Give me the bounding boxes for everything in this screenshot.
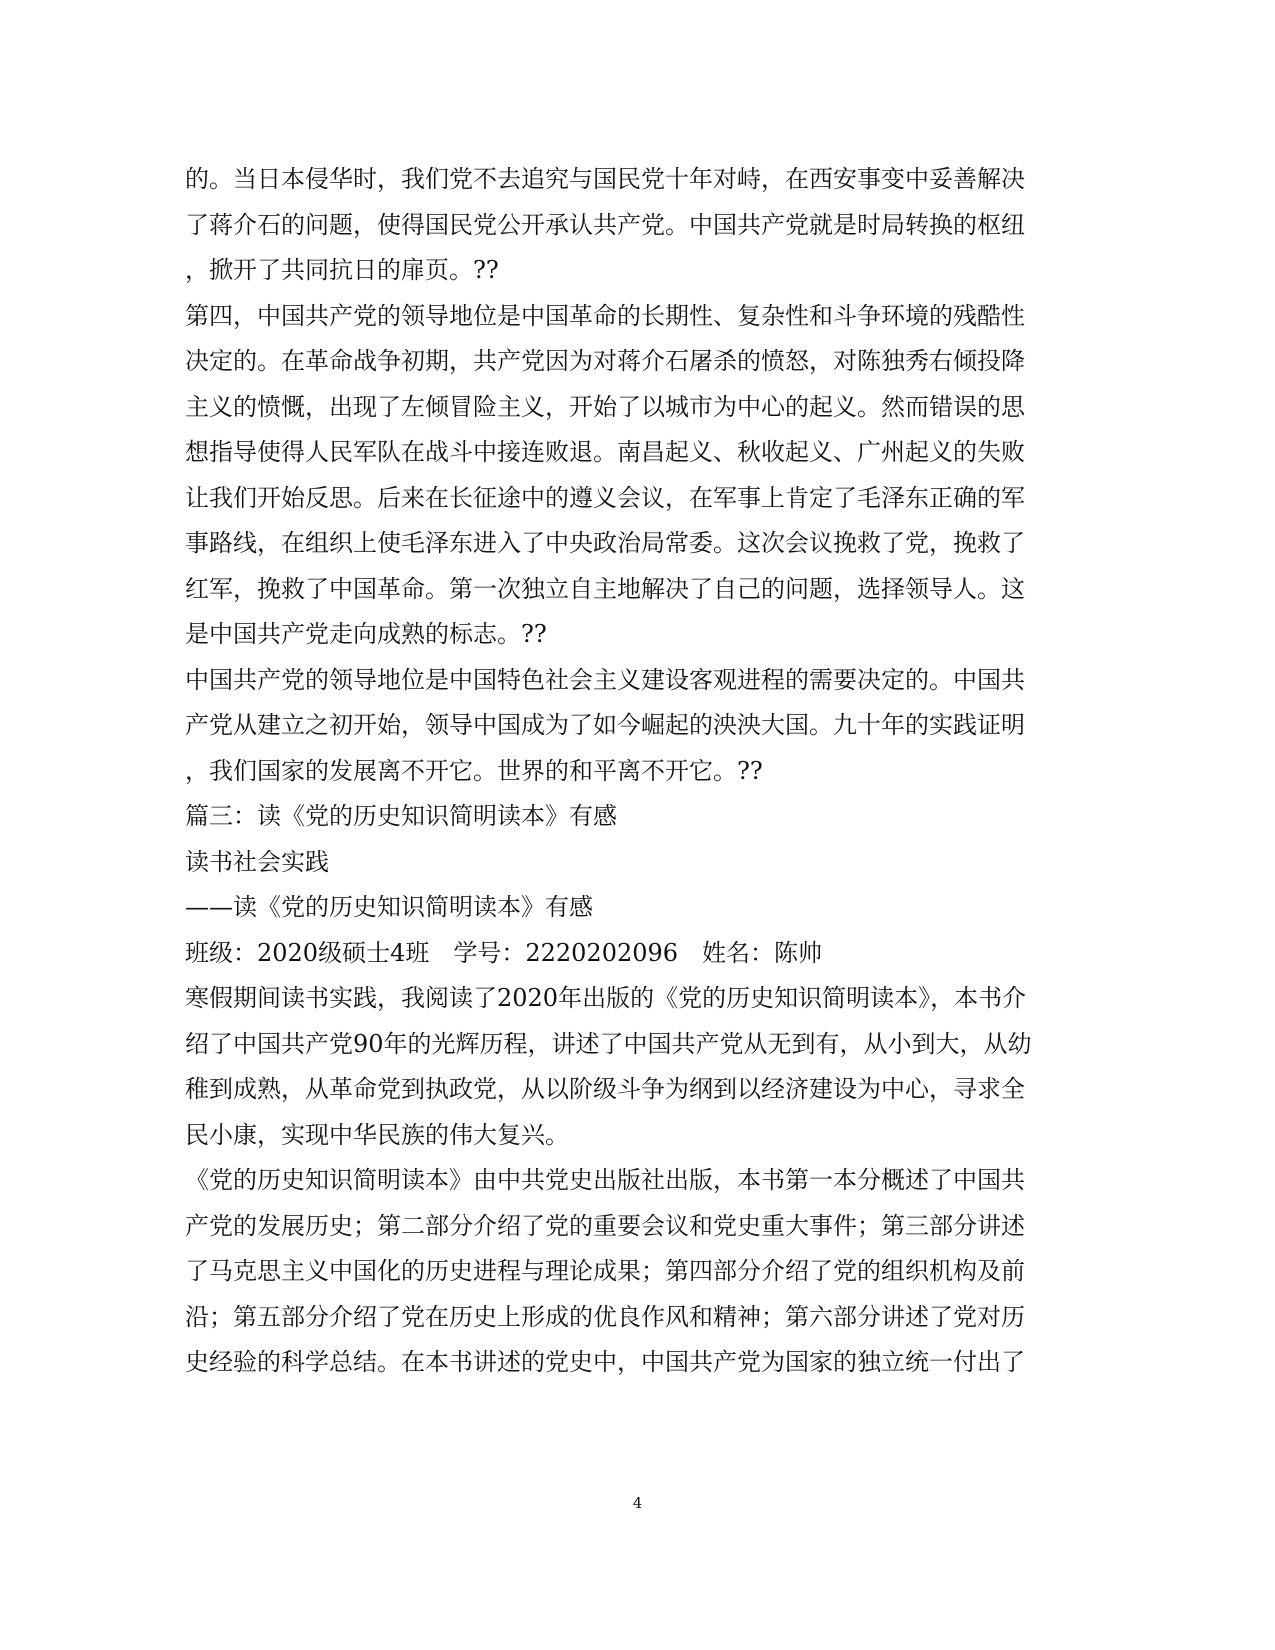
text-line: 中国共产党的领导地位是中国特色社会主义建设客观进程的需要决定的。中国共 (185, 665, 1025, 694)
text-line: 了蒋介石的问题，使得国民党公开承认共产党。中国共产党就是时局转换的枢纽 (185, 210, 1025, 239)
text-line: 的。当日本侵华时，我们党不去追究与国民党十年对峙，在西安事变中妥善解决 (185, 165, 1025, 193)
text-line: 事路线，在组织上使毛泽东进入了中央政治局常委。这次会议挽救了党，挽救了 (185, 529, 1025, 557)
text-line: 稚到成熟，从革命党到执政党，从以阶级斗争为纲到以经济建设为中心，寻求全 (185, 1075, 1025, 1103)
text-line: 红军，挽救了中国革命。第一次独立自主地解决了自己的问题，选择领导人。这 (185, 574, 1025, 603)
text-line: 民小康，实现中华民族的伟大复兴。 (185, 1120, 569, 1149)
page-body (185, 157, 1032, 1386)
text-line: 第四，中国共产党的领导地位是中国革命的长期性、复杂性和斗争环境的残酷性 (185, 301, 1025, 330)
text-line: 是中国共产党走向成熟的标志。?? (185, 620, 547, 648)
text-line: 篇三：读《党的历史知识简明读本》有感 (185, 802, 617, 830)
text-line: 产党的发展历史；第二部分介绍了党的重要会议和党史重大事件；第三部分讲述 (185, 1211, 1025, 1240)
text-line: ，掀开了共同抗日的扉页。?? (185, 256, 499, 284)
text-line: 读书社会实践 (185, 847, 329, 876)
text-line: 《党的历史知识简明读本》由中共党史出版社出版，本书第一本分概述了中国共 (185, 1166, 1025, 1194)
text-line: 绍了中国共产党90年的光辉历程，讲述了中国共产党从无到有，从小到大，从幼 (185, 1029, 1032, 1058)
text-line: 班级：2020级硕士4班 学号：2220202096 姓名：陈帅 (185, 938, 823, 967)
text-line: ，我们国家的发展离不开它。世界的和平离不开它。?? (185, 756, 763, 785)
text-line: 了马克思主义中国化的历史进程与理论成果；第四部分介绍了党的组织机构及前 (185, 1257, 1025, 1285)
text-line: 产党从建立之初开始，领导中国成为了如今崛起的泱泱大国。九十年的实践证明 (185, 711, 1025, 739)
text-line: 主义的愤慨，出现了左倾冒险主义，开始了以城市为中心的起义。然而错误的思 (185, 392, 1025, 421)
text-line: 让我们开始反思。后来在长征途中的遵义会议，在军事上肯定了毛泽东正确的军 (185, 483, 1025, 512)
text-line: 决定的。在革命战争初期，共产党因为对蒋介石屠杀的愤怒，对陈独秀右倾投降 (185, 347, 1025, 375)
text-line: ——读《党的历史知识简明读本》有感 (185, 893, 593, 921)
text-line: 想指导使得人民军队在战斗中接连败退。南昌起义、秋收起义、广州起义的失败 (185, 438, 1025, 466)
text-line: 史经验的科学总结。在本书讲述的党史中，中国共产党为国家的独立统一付出了 (185, 1348, 1025, 1376)
text-line: 沿；第五部分介绍了党在历史上形成的优良作风和精神；第六部分讲述了党对历 (185, 1302, 1025, 1331)
page-number: 4 (632, 1494, 643, 1512)
text-line: 寒假期间读书实践，我阅读了2020年出版的《党的历史知识简明读本》，本书介 (185, 984, 1027, 1012)
